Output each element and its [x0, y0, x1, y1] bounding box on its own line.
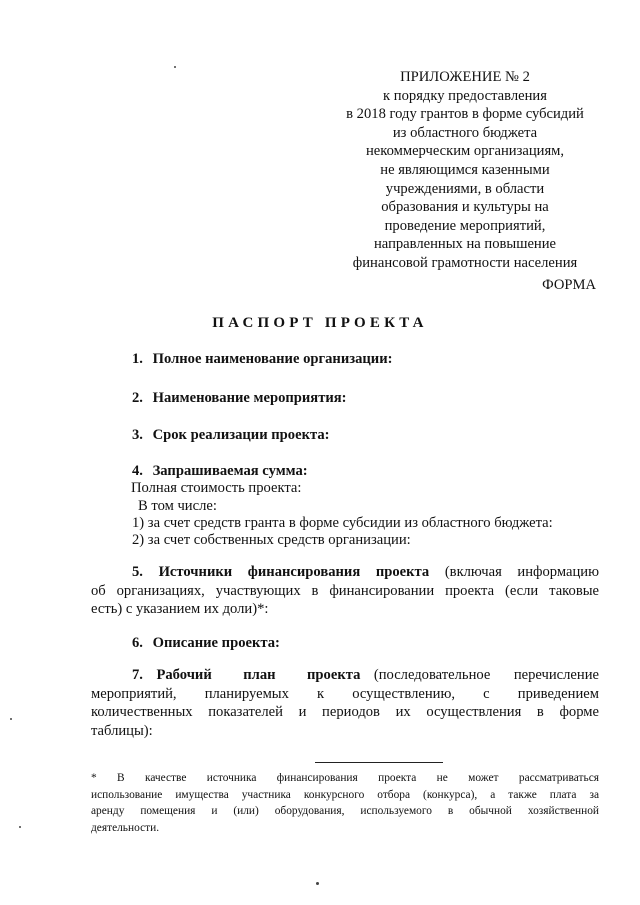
total-cost-line: Полная стоимость проекта: [131, 480, 302, 496]
footnote-line-3: аренду помещения и (или) оборудования, используемого в обычной хозяйственной [91, 805, 599, 818]
scan-speck [19, 826, 21, 828]
document-title: ПАСПОРТ ПРОЕКТА [212, 315, 428, 331]
section-7-note: (последовательное перечисление [373, 667, 599, 683]
footnote-line-1: * В качестве источника финансирования проекта не может рассматриваться [91, 772, 599, 784]
own-funds-line: 2) за счет собственных средств организации: [132, 532, 411, 548]
scan-speck [10, 718, 12, 720]
section-heading: Запрашиваемая сумма: [152, 463, 308, 479]
appendix-line: учреждениями, в области [385, 180, 545, 197]
section-7 [91, 666, 599, 740]
section-6 [132, 634, 280, 653]
section-5-line-3: есть) с указанием их доли)*: [91, 601, 269, 618]
appendix-title: ПРИЛОЖЕНИЕ № 2 [400, 69, 530, 85]
section-number: 7. [132, 667, 143, 683]
footnote-line-4: деятельности. [91, 821, 160, 834]
section-5 [91, 563, 599, 619]
footnote [91, 770, 599, 836]
footnote-divider [315, 762, 443, 763]
appendix-line: проведение мероприятий, [384, 217, 546, 234]
section-number: 4. [132, 463, 143, 479]
section-heading: Наименование мероприятия: [152, 390, 347, 406]
appendix-line: некоммерческим организациям, [365, 143, 565, 160]
section-7-line-1 [91, 666, 599, 685]
section-5-line-2: об организациях, участвующих в финансировании проекта (если таковые [91, 582, 599, 599]
appendix-line: образования и культуры на [381, 199, 549, 216]
section-2 [132, 389, 347, 408]
appendix-line: направленных на повышение [373, 236, 557, 253]
section-7-line-4: таблицы): [91, 722, 153, 739]
footnote-line-2: использование имущества участника конкурсного отбора (конкурса), а также плата за [91, 788, 599, 801]
section-heading: Описание проекта: [152, 635, 280, 651]
form-label: ФОРМА [542, 277, 596, 293]
section-number: 5. [132, 564, 143, 580]
scan-speck [174, 66, 176, 68]
section-5-note: (включая информацию [444, 564, 600, 580]
section-heading: Источники финансирования проекта [158, 564, 430, 580]
scan-speck [316, 882, 319, 885]
section-4 [132, 462, 308, 481]
appendix-line: финансовой грамотности населения [352, 254, 578, 271]
appendix-line: к порядку предоставления [383, 87, 547, 104]
section-number: 3. [132, 427, 143, 443]
section-heading: Полное наименование организации: [152, 351, 393, 367]
section-3 [132, 426, 329, 445]
section-7-line-2: мероприятий, планируемых к осуществлению, с приведением [91, 685, 599, 702]
section-7-line-3: количественных показателей и периодов их осуществления в форме [91, 704, 599, 721]
grant-funds-line: 1) за счет средств гранта в форме субсидии из областного бюджета: [132, 515, 553, 531]
section-1 [132, 350, 392, 369]
appendix-line: не являющимся казенными [380, 161, 550, 178]
appendix-line: в 2018 году грантов в форме субсидий [346, 106, 584, 123]
appendix-header [330, 68, 600, 273]
including-line: В том числе: [138, 498, 217, 514]
section-heading: Рабочий план проекта [156, 667, 361, 683]
section-number: 1. [132, 351, 143, 367]
section-5-line-1 [91, 563, 599, 582]
section-heading: Срок реализации проекта: [152, 427, 330, 443]
appendix-line: из областного бюджета [392, 124, 538, 141]
section-number: 6. [132, 635, 143, 651]
section-number: 2. [132, 390, 143, 406]
